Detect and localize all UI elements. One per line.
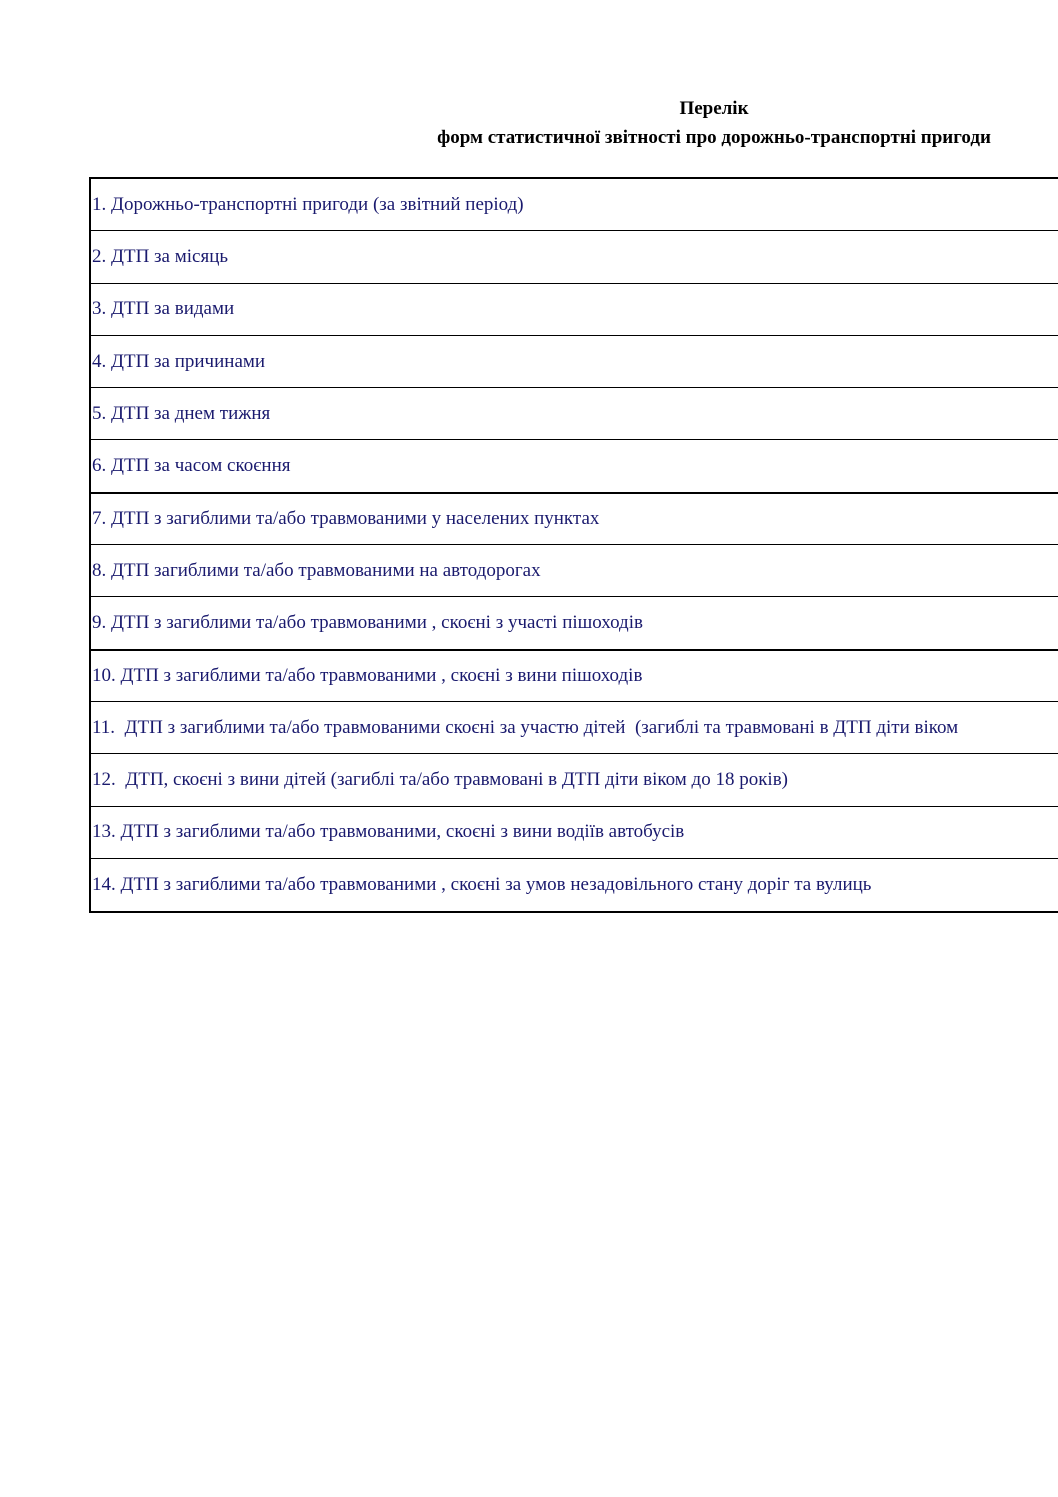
report-row bbox=[91, 440, 1058, 492]
report-row bbox=[91, 284, 1058, 336]
report-row bbox=[91, 493, 1058, 545]
report-row bbox=[91, 231, 1058, 283]
report-row bbox=[91, 859, 1058, 911]
report-row bbox=[91, 179, 1058, 231]
report-link-13[interactable]: 13. ДТП з загиблими та/або травмованими, скоєні з вини водіїв автобусів bbox=[92, 821, 685, 843]
report-link-1[interactable]: 1. Дорожньо-транспортні пригоди (за звітний період) bbox=[92, 193, 524, 215]
report-link-7[interactable]: 7. ДТП з загиблими та/або травмованими у населених пунктах bbox=[92, 507, 600, 529]
page-title: Перелік bbox=[679, 98, 749, 119]
report-row bbox=[91, 388, 1058, 440]
report-link-4[interactable]: 4. ДТП за причинами bbox=[92, 350, 266, 372]
report-link-14[interactable]: 14. ДТП з загиблими та/або травмованими , скоєні за умов незадовільного стану доріг та вулиць bbox=[92, 874, 872, 895]
report-link-10[interactable]: 10. ДТП з загиблими та/або травмованими , скоєні з вини пішоходів bbox=[92, 664, 643, 686]
report-row bbox=[91, 650, 1058, 702]
report-link-3[interactable]: 3. ДТП за видами bbox=[92, 298, 235, 320]
report-row bbox=[91, 807, 1058, 859]
report-link-11[interactable]: 11. ДТП з загиблими та/або травмованими скоєні за участю дітей (загиблі та травмовані в ДТП діти віком bbox=[92, 716, 959, 738]
report-link-9[interactable]: 9. ДТП з загиблими та/або травмованими , скоєні з участі пішоходів bbox=[92, 612, 643, 634]
report-list bbox=[89, 177, 1058, 913]
report-row bbox=[91, 336, 1058, 388]
report-row bbox=[91, 702, 1058, 754]
report-link-8[interactable]: 8. ДТП загиблими та/або травмованими на автодорогах bbox=[92, 559, 541, 581]
report-link-12[interactable]: 12. ДТП, скоєні з вини дітей (загиблі та/або травмовані в ДТП діти віком до 18 років) bbox=[92, 768, 789, 790]
report-link-5[interactable]: 5. ДТП за днем тижня bbox=[92, 402, 271, 424]
report-row bbox=[91, 754, 1058, 806]
report-link-2[interactable]: 2. ДТП за місяць bbox=[92, 245, 229, 267]
page-subtitle: форм статистичної звітності про дорожньо-транспортні пригоди bbox=[437, 127, 991, 148]
report-link-6[interactable]: 6. ДТП за часом скоєння bbox=[92, 455, 291, 477]
report-row bbox=[91, 545, 1058, 597]
report-row bbox=[91, 597, 1058, 649]
